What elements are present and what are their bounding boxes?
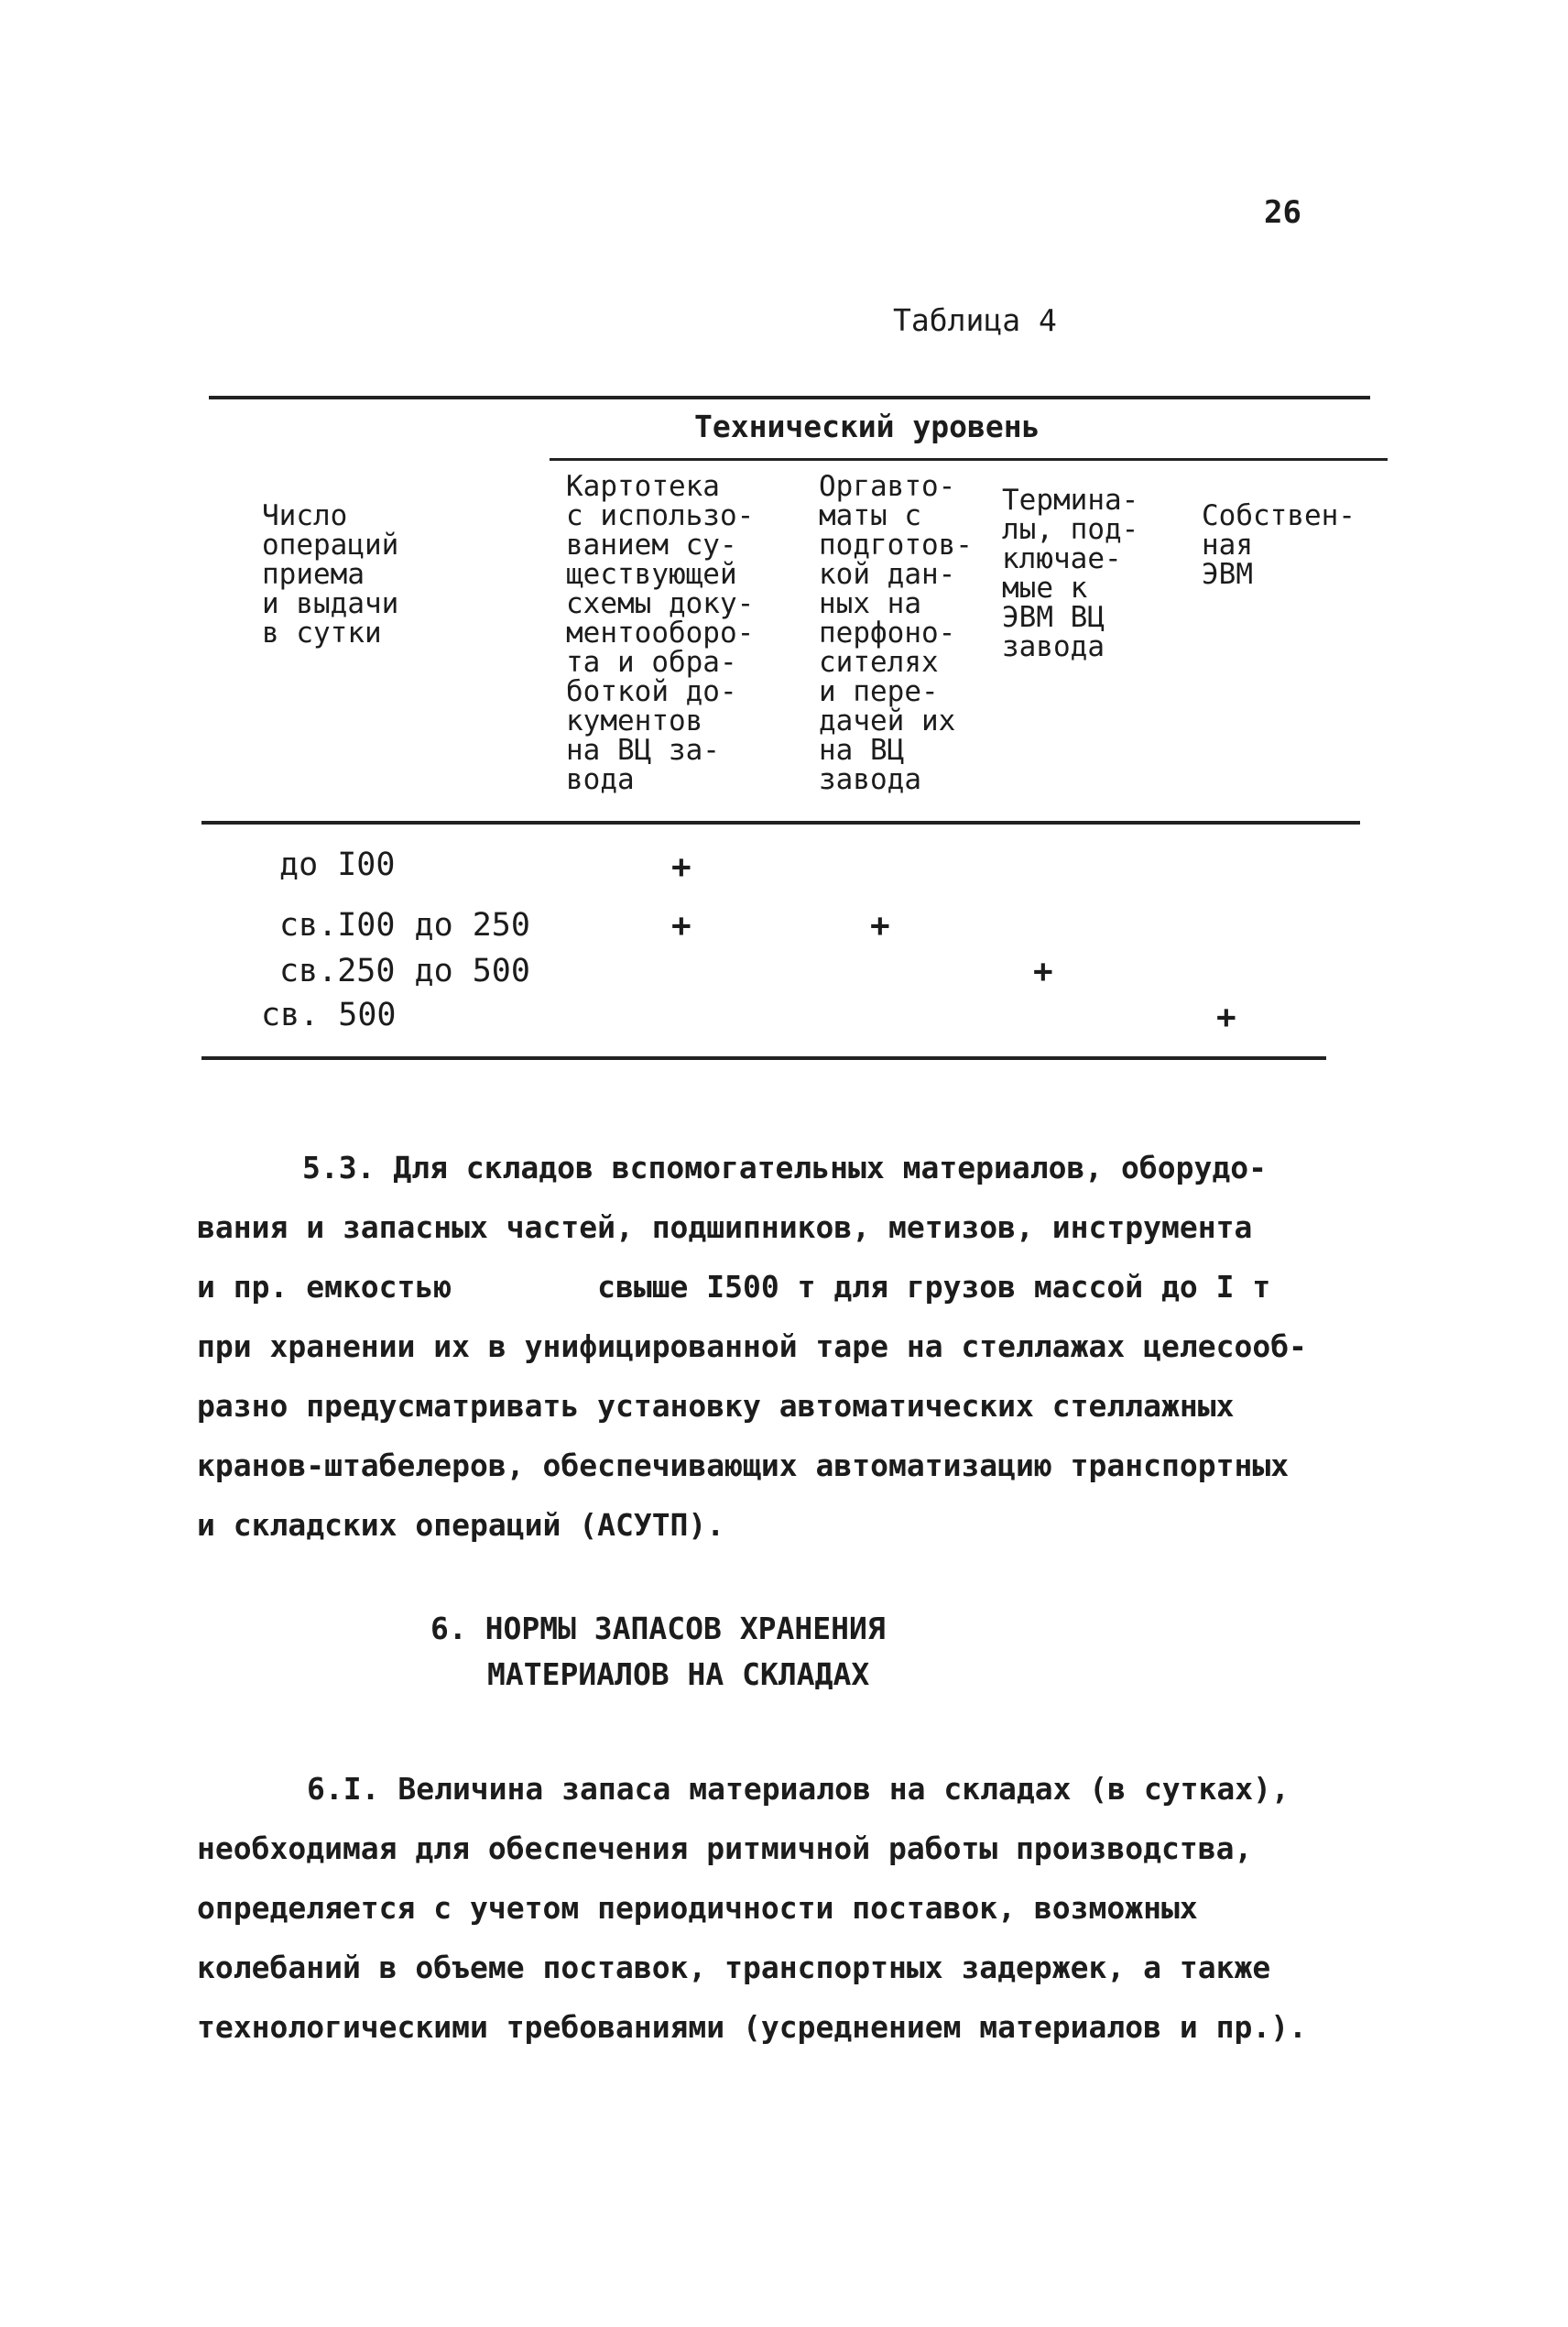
row-1-mark-col-1: + <box>671 848 691 886</box>
row-label-4: св. 500 <box>261 997 397 1033</box>
row-label-3: св.250 до 500 <box>279 953 530 989</box>
row-label-1: до I00 <box>279 847 396 883</box>
paragraph-line: при хранении их в унифицированной таре на стеллажах целесооб- <box>197 1328 1307 1364</box>
paragraph-6-1 <box>197 1759 1388 2057</box>
column-header-terminals: Термина- лы, под- ключае- мые к ЭВМ ВЦ завода <box>1002 484 1139 663</box>
paragraph-line: колебаний в объеме поставок, транспортных задержек, а также <box>197 1950 1271 1985</box>
header-bottom-rule <box>201 821 1360 825</box>
table-bottom-rule <box>201 1056 1326 1060</box>
paragraph-line: кранов-штабелеров, обеспечивающих автоматизацию транспортных <box>197 1448 1290 1483</box>
column-header-own-computer: Собствен- ная ЭВМ <box>1202 499 1356 591</box>
paragraph-line: и пр. емкостью свыше I500 т для грузов массой до I т <box>197 1269 1271 1305</box>
section-heading-line-1: 6. НОРМЫ ЗАПАСОВ ХРАНЕНИЯ <box>430 1611 886 1646</box>
paragraph-line: разно предусматривать установку автоматических стеллажных <box>197 1388 1235 1424</box>
paragraph-line: вания и запасных частей, подшипников, метизов, инструмента <box>197 1209 1253 1245</box>
paragraph-line: технологическими требованиями (усреднением материалов и пр.). <box>197 2009 1307 2045</box>
row-4-mark-col-4: + <box>1216 999 1236 1036</box>
row-3-mark-col-3: + <box>1033 953 1053 990</box>
paragraph-line: определяется с учетом периодичности поставок, возможных <box>197 1890 1198 1926</box>
column-header-card-index: Картотека с использо- ванием су- ществующей схемы доку- ментооборо- та и обра- боткой до- кументов на ВЦ за- вода <box>566 470 755 796</box>
group-header-underline <box>550 458 1388 461</box>
section-heading-line-2: МАТЕРИАЛОВ НА СКЛАДАХ <box>487 1656 870 1692</box>
paragraph-line: необходимая для обеспечения ритмичной работы производства, <box>197 1830 1253 1866</box>
row-label-2: св.I00 до 250 <box>279 907 530 944</box>
paragraph-line: 6.I. Величина запаса материалов на складах (в сутках), <box>307 1771 1290 1807</box>
table-top-rule <box>209 396 1370 399</box>
page-number: 26 <box>1264 194 1301 231</box>
paragraph-line: 5.3. Для складов вспомогательных материалов, оборудо- <box>302 1150 1267 1185</box>
table-caption: Таблица 4 <box>893 302 1057 338</box>
paragraph-line: и складских операций (АСУТП). <box>197 1507 725 1543</box>
table-group-header: Технический уровень <box>694 409 1040 444</box>
column-header-automata: Оргавто- маты с подготов- кой дан- ных на перфоно- сителях и пере- дачей их на ВЦ завода <box>819 470 973 796</box>
table-row-header: Число операций приема и выдачи в сутки <box>262 499 399 650</box>
row-2-mark-col-2: + <box>870 907 890 945</box>
paragraph-5-3 <box>197 1138 1388 1555</box>
row-2-mark-col-1: + <box>671 907 691 945</box>
